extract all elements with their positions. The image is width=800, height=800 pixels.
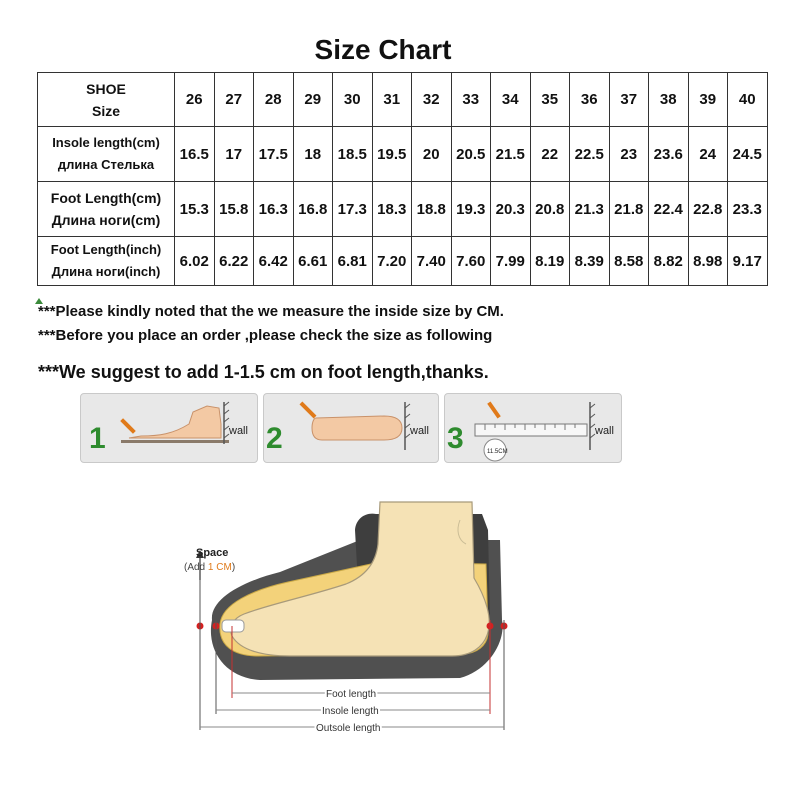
table-cell: 7.60	[451, 237, 491, 286]
table-cell: 39	[688, 73, 728, 127]
table-cell: 6.61	[293, 237, 333, 286]
step-number: 3	[447, 422, 464, 455]
table-cell: 31	[372, 73, 412, 127]
table-cell: 6.22	[214, 237, 254, 286]
table-cell: 21.3	[570, 182, 610, 237]
table-cell: 37	[609, 73, 649, 127]
table-cell: 28	[254, 73, 294, 127]
table-cell: 6.02	[175, 237, 215, 286]
table-cell: 15.8	[214, 182, 254, 237]
table-cell: 34	[491, 73, 531, 127]
table-cell: 24.5	[728, 127, 768, 182]
table-row	[38, 237, 768, 286]
table-cell: 8.58	[609, 237, 649, 286]
insole-length-label: Insole length	[322, 706, 379, 717]
table-cell: 22	[530, 127, 570, 182]
table-cell: 18.3	[372, 182, 412, 237]
table-cell: 36	[570, 73, 610, 127]
step-number: 2	[266, 422, 283, 455]
ruler-reading: 11.5CM	[487, 449, 508, 455]
table-cell: 29	[293, 73, 333, 127]
step-3-panel	[444, 393, 622, 463]
table-cell: 17	[214, 127, 254, 182]
table-cell: 16.3	[254, 182, 294, 237]
table-cell: 16.5	[175, 127, 215, 182]
table-row	[38, 127, 768, 182]
table-cell: 23	[609, 127, 649, 182]
table-cell: 17.5	[254, 127, 294, 182]
step-1-panel	[80, 393, 258, 463]
table-cell: 22.4	[649, 182, 689, 237]
note-suggest: ***We suggest to add 1-1.5 cm on foot length,thanks.	[38, 362, 489, 382]
table-cell: 18.5	[333, 127, 373, 182]
table-cell: 30	[333, 73, 373, 127]
space-add-note: (Add 1 CM)	[184, 562, 236, 573]
table-cell: 7.20	[372, 237, 412, 286]
table-cell: 8.98	[688, 237, 728, 286]
step-1-illustration	[81, 394, 257, 462]
wall-label: wall	[410, 425, 429, 437]
row-header: Foot Length(inch) Длина ноги(inch)	[38, 237, 175, 286]
foot-length-label: Foot length	[326, 689, 377, 700]
table-row	[38, 182, 768, 237]
table-cell: 21.5	[491, 127, 531, 182]
table-cell: 17.3	[333, 182, 373, 237]
table-cell: 18	[293, 127, 333, 182]
table-cell: 7.40	[412, 237, 452, 286]
table-cell: 16.8	[293, 182, 333, 237]
note-measure: ***Please kindly noted that the we measure the inside size by CM.	[38, 303, 504, 320]
wall-label: wall	[595, 425, 614, 437]
table-cell: 6.81	[333, 237, 373, 286]
table-cell: 23.6	[649, 127, 689, 182]
table-cell: 27	[214, 73, 254, 127]
table-cell: 22.8	[688, 182, 728, 237]
table-cell: 20	[412, 127, 452, 182]
wall-label: wall	[229, 425, 248, 437]
step-number: 1	[89, 422, 106, 455]
size-chart-table	[37, 72, 768, 286]
table-cell: 35	[530, 73, 570, 127]
table-cell: 21.8	[609, 182, 649, 237]
row-header: Foot Length(cm) Длина ноги(cm)	[38, 182, 175, 237]
outsole-length-label: Outsole length	[316, 723, 381, 734]
table-cell: 40	[728, 73, 768, 127]
foot-icon	[129, 406, 221, 438]
table-cell: 8.19	[530, 237, 570, 286]
table-cell: 24	[688, 127, 728, 182]
table-cell: 8.39	[570, 237, 610, 286]
table-cell: 20.5	[451, 127, 491, 182]
foot-measure-diagram	[170, 500, 530, 745]
pencil-icon	[300, 402, 317, 419]
space-label: Space	[196, 547, 229, 559]
table-cell: 22.5	[570, 127, 610, 182]
table-cell: 19.5	[372, 127, 412, 182]
table-cell: 18.8	[412, 182, 452, 237]
table-cell: 20.8	[530, 182, 570, 237]
ruler-icon	[475, 424, 587, 436]
table-cell: 20.3	[491, 182, 531, 237]
row-header: Insole length(cm) длина Стелька	[38, 127, 175, 182]
table-cell: 32	[412, 73, 452, 127]
step-3-illustration	[445, 394, 621, 462]
table-row	[38, 73, 768, 127]
page-title: Size Chart	[314, 34, 452, 65]
table-cell: 23.3	[728, 182, 768, 237]
table-cell: 7.99	[491, 237, 531, 286]
table-cell: 19.3	[451, 182, 491, 237]
table-cell: 15.3	[175, 182, 215, 237]
pencil-icon	[487, 401, 501, 418]
table-cell: 6.42	[254, 237, 294, 286]
table-cell: 26	[175, 73, 215, 127]
table-cell: 9.17	[728, 237, 768, 286]
pencil-icon	[120, 418, 136, 434]
shoe-cross-section	[170, 500, 530, 740]
foot-icon	[312, 416, 402, 440]
note-check: ***Before you place an order ,please check the size as following	[38, 327, 493, 344]
step-2-illustration	[264, 394, 438, 462]
table-cell: 38	[649, 73, 689, 127]
step-2-panel	[263, 393, 439, 463]
table-cell: 8.82	[649, 237, 689, 286]
row-header: SHOE Size	[38, 73, 175, 127]
table-cell: 33	[451, 73, 491, 127]
